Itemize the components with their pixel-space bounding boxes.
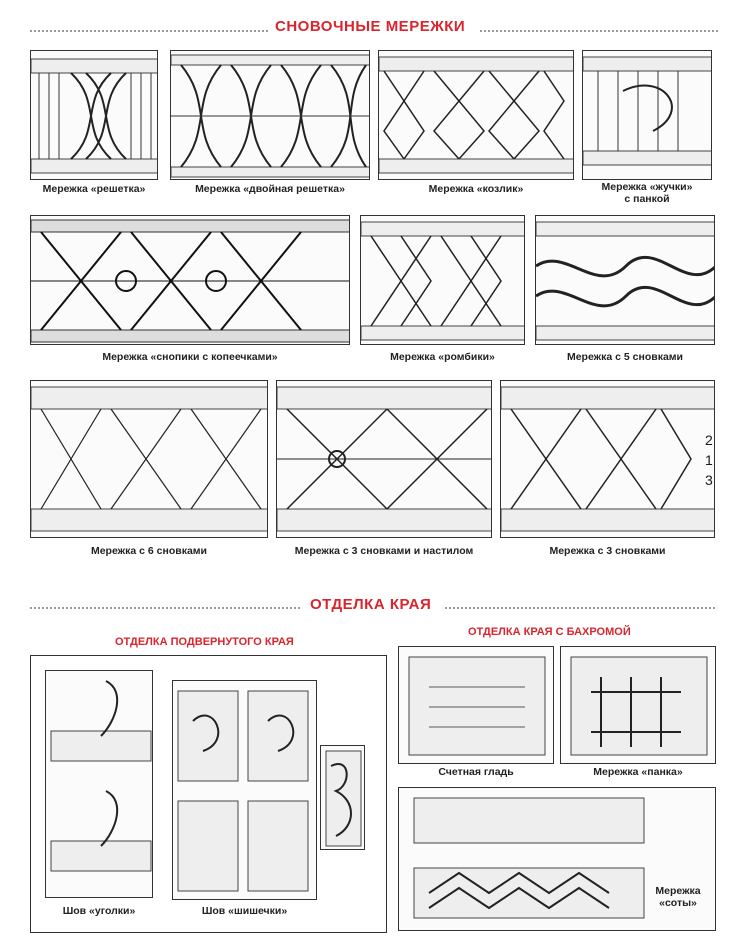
caption-line: с панкой: [624, 193, 670, 205]
subsection-title: ОТДЕЛКА КРАЯ С БАХРОМОЙ: [468, 626, 631, 638]
pattern-panka: [560, 646, 716, 764]
divider: [30, 30, 268, 32]
marker-2: 2: [705, 432, 713, 448]
pattern-five: [535, 215, 715, 345]
pattern-double-reshetka: [170, 50, 370, 180]
caption: Мережка «решетка»: [42, 183, 146, 195]
divider: [480, 30, 718, 32]
caption: Мережка «ромбики»: [390, 351, 495, 363]
caption: Мережка «козлик»: [428, 183, 524, 195]
pattern-schetnaya-glad: [398, 646, 554, 764]
divider: [445, 607, 715, 609]
marker-3: 3: [705, 472, 713, 488]
pattern-kozlik: [378, 50, 574, 180]
page-title: СНОВОЧНЫЕ МЕРЕЖКИ: [275, 18, 466, 35]
pattern-ugolki: [45, 670, 153, 898]
divider: [30, 607, 300, 609]
marker-1: 1: [705, 452, 713, 468]
pattern-zhuchki: [582, 50, 712, 180]
caption: [648, 885, 708, 909]
pattern-six: [30, 380, 268, 538]
pattern-three-nastil: [276, 380, 492, 538]
caption: Мережка с 5 сновками: [566, 351, 684, 363]
caption: Шов «шишечки»: [201, 905, 288, 917]
section-title: ОТДЕЛКА КРАЯ: [310, 596, 432, 613]
pattern-soty: [398, 787, 716, 931]
pattern-shishechki-detail: [320, 745, 365, 850]
pattern-snopiki: [30, 215, 350, 345]
caption-line: «соты»: [659, 897, 697, 909]
caption: Мережка «панка»: [593, 766, 683, 778]
caption: Мережка с 3 сновками и настилом: [294, 545, 474, 557]
pattern-reshetka: [30, 50, 158, 180]
pattern-shishechki: [172, 680, 317, 900]
caption: Мережка «двойная решетка»: [195, 183, 345, 195]
caption-line: Мережка: [655, 885, 701, 897]
caption: Счетная гладь: [438, 766, 514, 778]
caption: Шов «уголки»: [62, 905, 136, 917]
subsection-title: ОТДЕЛКА ПОДВЕРНУТОГО КРАЯ: [115, 636, 294, 648]
caption: [582, 181, 712, 205]
caption: Мережка с 3 сновками: [549, 545, 666, 557]
caption: Мережка с 6 сновками: [90, 545, 208, 557]
caption: Мережка «снопики с копеечками»: [102, 351, 278, 363]
pattern-rombiki: [360, 215, 525, 345]
pattern-three: [500, 380, 715, 538]
caption-line: Мережка «жучки»: [601, 181, 693, 193]
